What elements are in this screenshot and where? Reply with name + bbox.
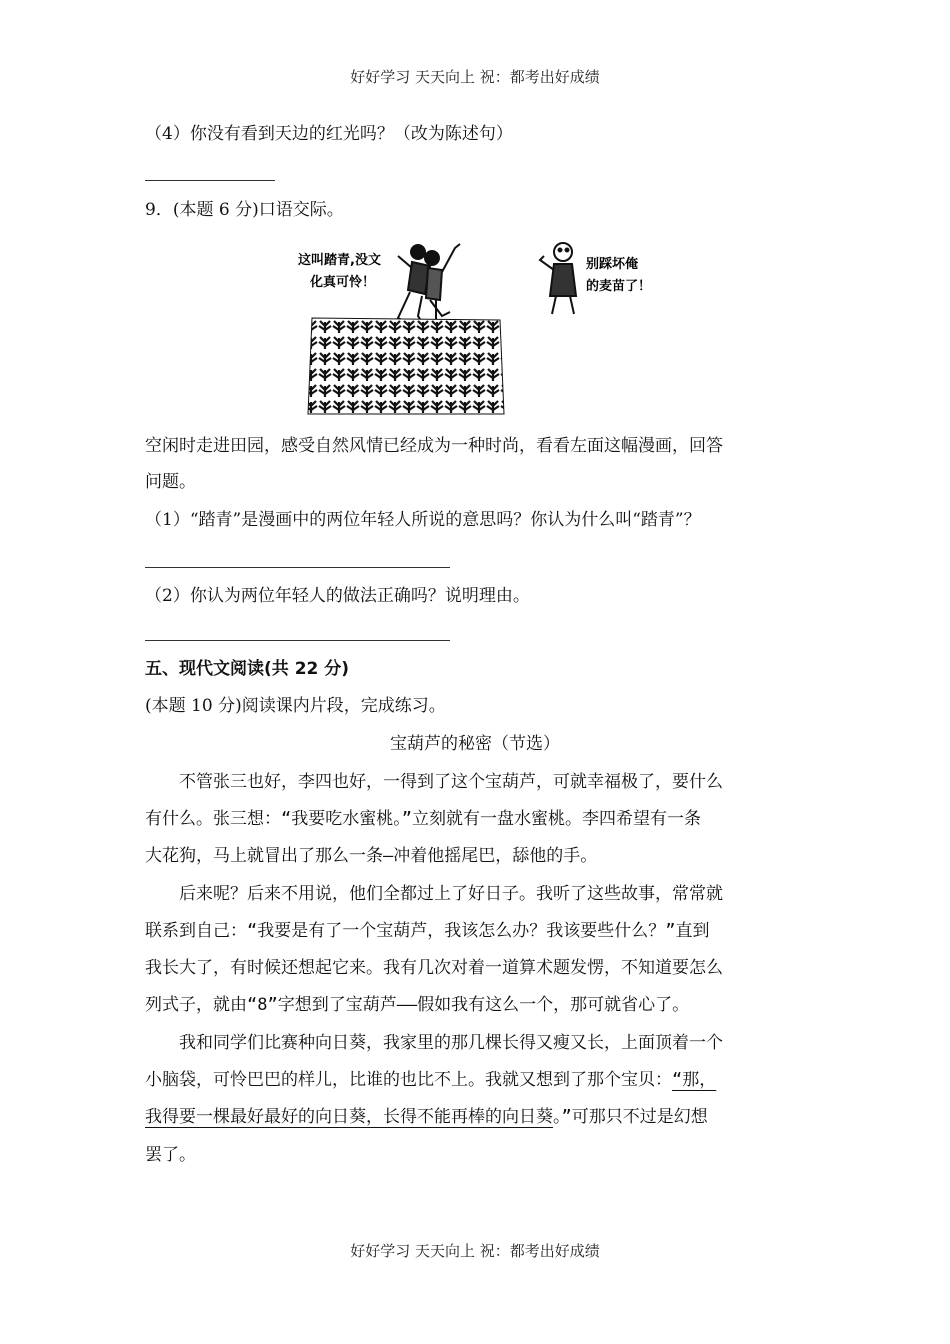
section-5-instruction: (本题 10 分)阅读课内片段，完成练习。 <box>145 696 446 716</box>
answer-line-q4 <box>145 180 275 181</box>
underlined-sentence: 我得要一棵最好最好的向日葵，长得不能再棒的向日葵 <box>145 1107 553 1127</box>
underlined-sentence-start: “那， <box>672 1070 717 1090</box>
bubble-right-line2: 的麦苗了！ <box>586 279 652 294</box>
page-footer: 好好学习 天天向上 祝：都考出好成绩 <box>350 1242 600 1260</box>
passage-p1-line3: 大花狗，马上就冒出了那么一条—冲着他摇尾巴，舔他的手。 <box>145 846 598 866</box>
answer-line-q9-1 <box>145 567 450 568</box>
farmer-figure <box>540 243 576 314</box>
bubble-left-line1: 这叫踏青,没文 <box>298 253 381 268</box>
passage-p2-line3: 我长大了，有时候还想起它来。我有几次对着一道算术题发愣，不知道要怎么 <box>145 958 723 978</box>
question-9-title: 9．(本题 6 分)口语交际。 <box>145 200 344 220</box>
passage-p3-line4: 罢了。 <box>145 1145 196 1165</box>
q9-intro-line1: 空闲时走进田园，感受自然风情已经成为一种时尚，看看左面这幅漫画，回答 <box>145 436 723 456</box>
q9-sub-question-1: （1）“踏青”是漫画中的两位年轻人所说的意思吗？你认为什么叫“踏青”？ <box>145 510 701 530</box>
q9-intro-line2: 问题。 <box>145 472 196 492</box>
answer-line-q9-2 <box>145 640 450 641</box>
passage-p3-line1: 我和同学们比赛种向日葵，我家里的那几棵长得又瘦又长，上面顶着一个 <box>145 1033 723 1053</box>
bubble-right-line1: 别踩坏俺 <box>586 257 639 272</box>
passage-p1-line2: 有什么。张三想：“我要吃水蜜桃。”立刻就有一盘水蜜桃。李四希望有一条 <box>145 809 701 829</box>
passage-p3-line3 <box>145 1105 805 1129</box>
passage-p3-line2 <box>145 1068 805 1092</box>
passage-p3-line2-text: 小脑袋，可怜巴巴的样儿，比谁的也比不上。我就又想到了那个宝贝： <box>145 1070 672 1090</box>
cartoon-illustration <box>290 238 670 416</box>
bubble-left-line2: 化真可怜！ <box>310 275 376 290</box>
passage-p2-line2: 联系到自己：“我要是有了一个宝葫芦，我该怎么办？我该要些什么？”直到 <box>145 921 710 941</box>
question-4: （4）你没有看到天边的红光吗？（改为陈述句） <box>145 124 513 144</box>
section-5-heading: 五、现代文阅读(共 22 分) <box>145 659 350 679</box>
passage-title: 宝葫芦的秘密（节选） <box>390 734 560 754</box>
q9-sub-question-2: （2）你认为两位年轻人的做法正确吗？说明理由。 <box>145 586 530 606</box>
passage-p2-line4: 列式子，就由“8”字想到了宝葫芦——假如我有这么一个，那可就省心了。 <box>145 995 690 1015</box>
passage-p2-line1: 后来呢？后来不用说，他们全都过上了好日子。我听了这些故事，常常就 <box>145 884 723 904</box>
young-people-figures <box>398 244 460 328</box>
passage-p3-line3-text: 。”可那只不过是幻想 <box>553 1107 708 1127</box>
passage-p1-line1: 不管张三也好，李四也好，一得到了这个宝葫芦，可就幸福极了，要什么 <box>145 772 723 792</box>
wheat-field <box>308 318 504 414</box>
page-header: 好好学习 天天向上 祝：都考出好成绩 <box>350 68 600 86</box>
